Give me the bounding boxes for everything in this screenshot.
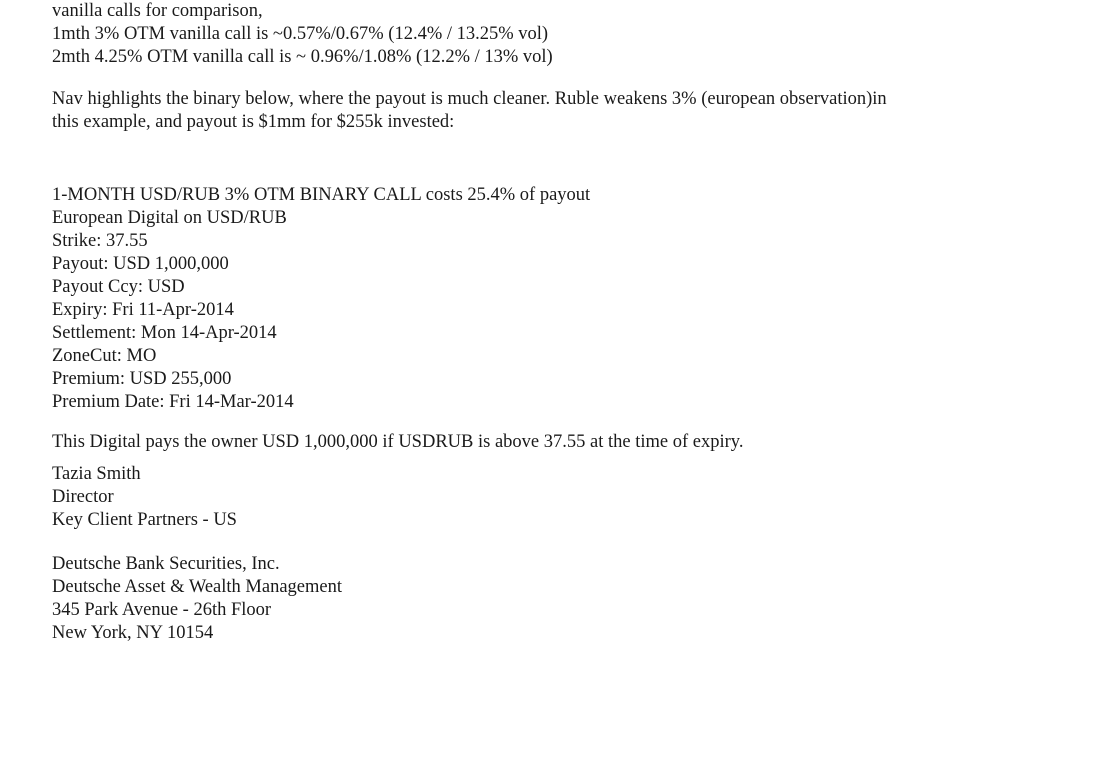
summary: This Digital pays the owner USD 1,000,000 if USDRUB is above 37.55 at the time of expiry. xyxy=(52,432,744,452)
trade-expiry: Expiry: Fri 11-Apr-2014 xyxy=(52,300,234,320)
trade-premium: Premium: USD 255,000 xyxy=(52,369,232,389)
trade-title: 1-MONTH USD/RUB 3% OTM BINARY CALL costs 25.4% of payout xyxy=(52,185,591,205)
intro-line: 2mth 4.25% OTM vanilla call is ~ 0.96%/1.08% (12.2% / 13% vol) xyxy=(52,47,553,67)
trade-strike: Strike: 37.55 xyxy=(52,231,148,251)
trade-premium-date: Premium Date: Fri 14-Mar-2014 xyxy=(52,392,294,412)
address-line: New York, NY 10154 xyxy=(52,623,214,643)
intro-line: 1mth 3% OTM vanilla call is ~0.57%/0.67% (12.4% / 13.25% vol) xyxy=(52,24,549,44)
trade-settlement: Settlement: Mon 14-Apr-2014 xyxy=(52,323,277,343)
trade-line: European Digital on USD/RUB xyxy=(52,208,287,228)
trade-payout-ccy: Payout Ccy: USD xyxy=(52,277,185,297)
highlight-line: Nav highlights the binary below, where the payout is much cleaner. Ruble weakens 3% (european observation)in xyxy=(52,89,887,109)
address-line: 345 Park Avenue - 26th Floor xyxy=(52,600,272,620)
trade-payout: Payout: USD 1,000,000 xyxy=(52,254,229,274)
signature-team: Key Client Partners - US xyxy=(52,510,237,530)
intro-line: vanilla calls for comparison, xyxy=(52,1,263,21)
address-line: Deutsche Bank Securities, Inc. xyxy=(52,554,280,574)
signature-name: Tazia Smith xyxy=(52,464,141,484)
trade-zonecut: ZoneCut: MO xyxy=(52,346,157,366)
highlight-line: this example, and payout is $1mm for $255k invested: xyxy=(52,112,455,132)
address-line: Deutsche Asset & Wealth Management xyxy=(52,577,342,597)
signature-title: Director xyxy=(52,487,114,507)
